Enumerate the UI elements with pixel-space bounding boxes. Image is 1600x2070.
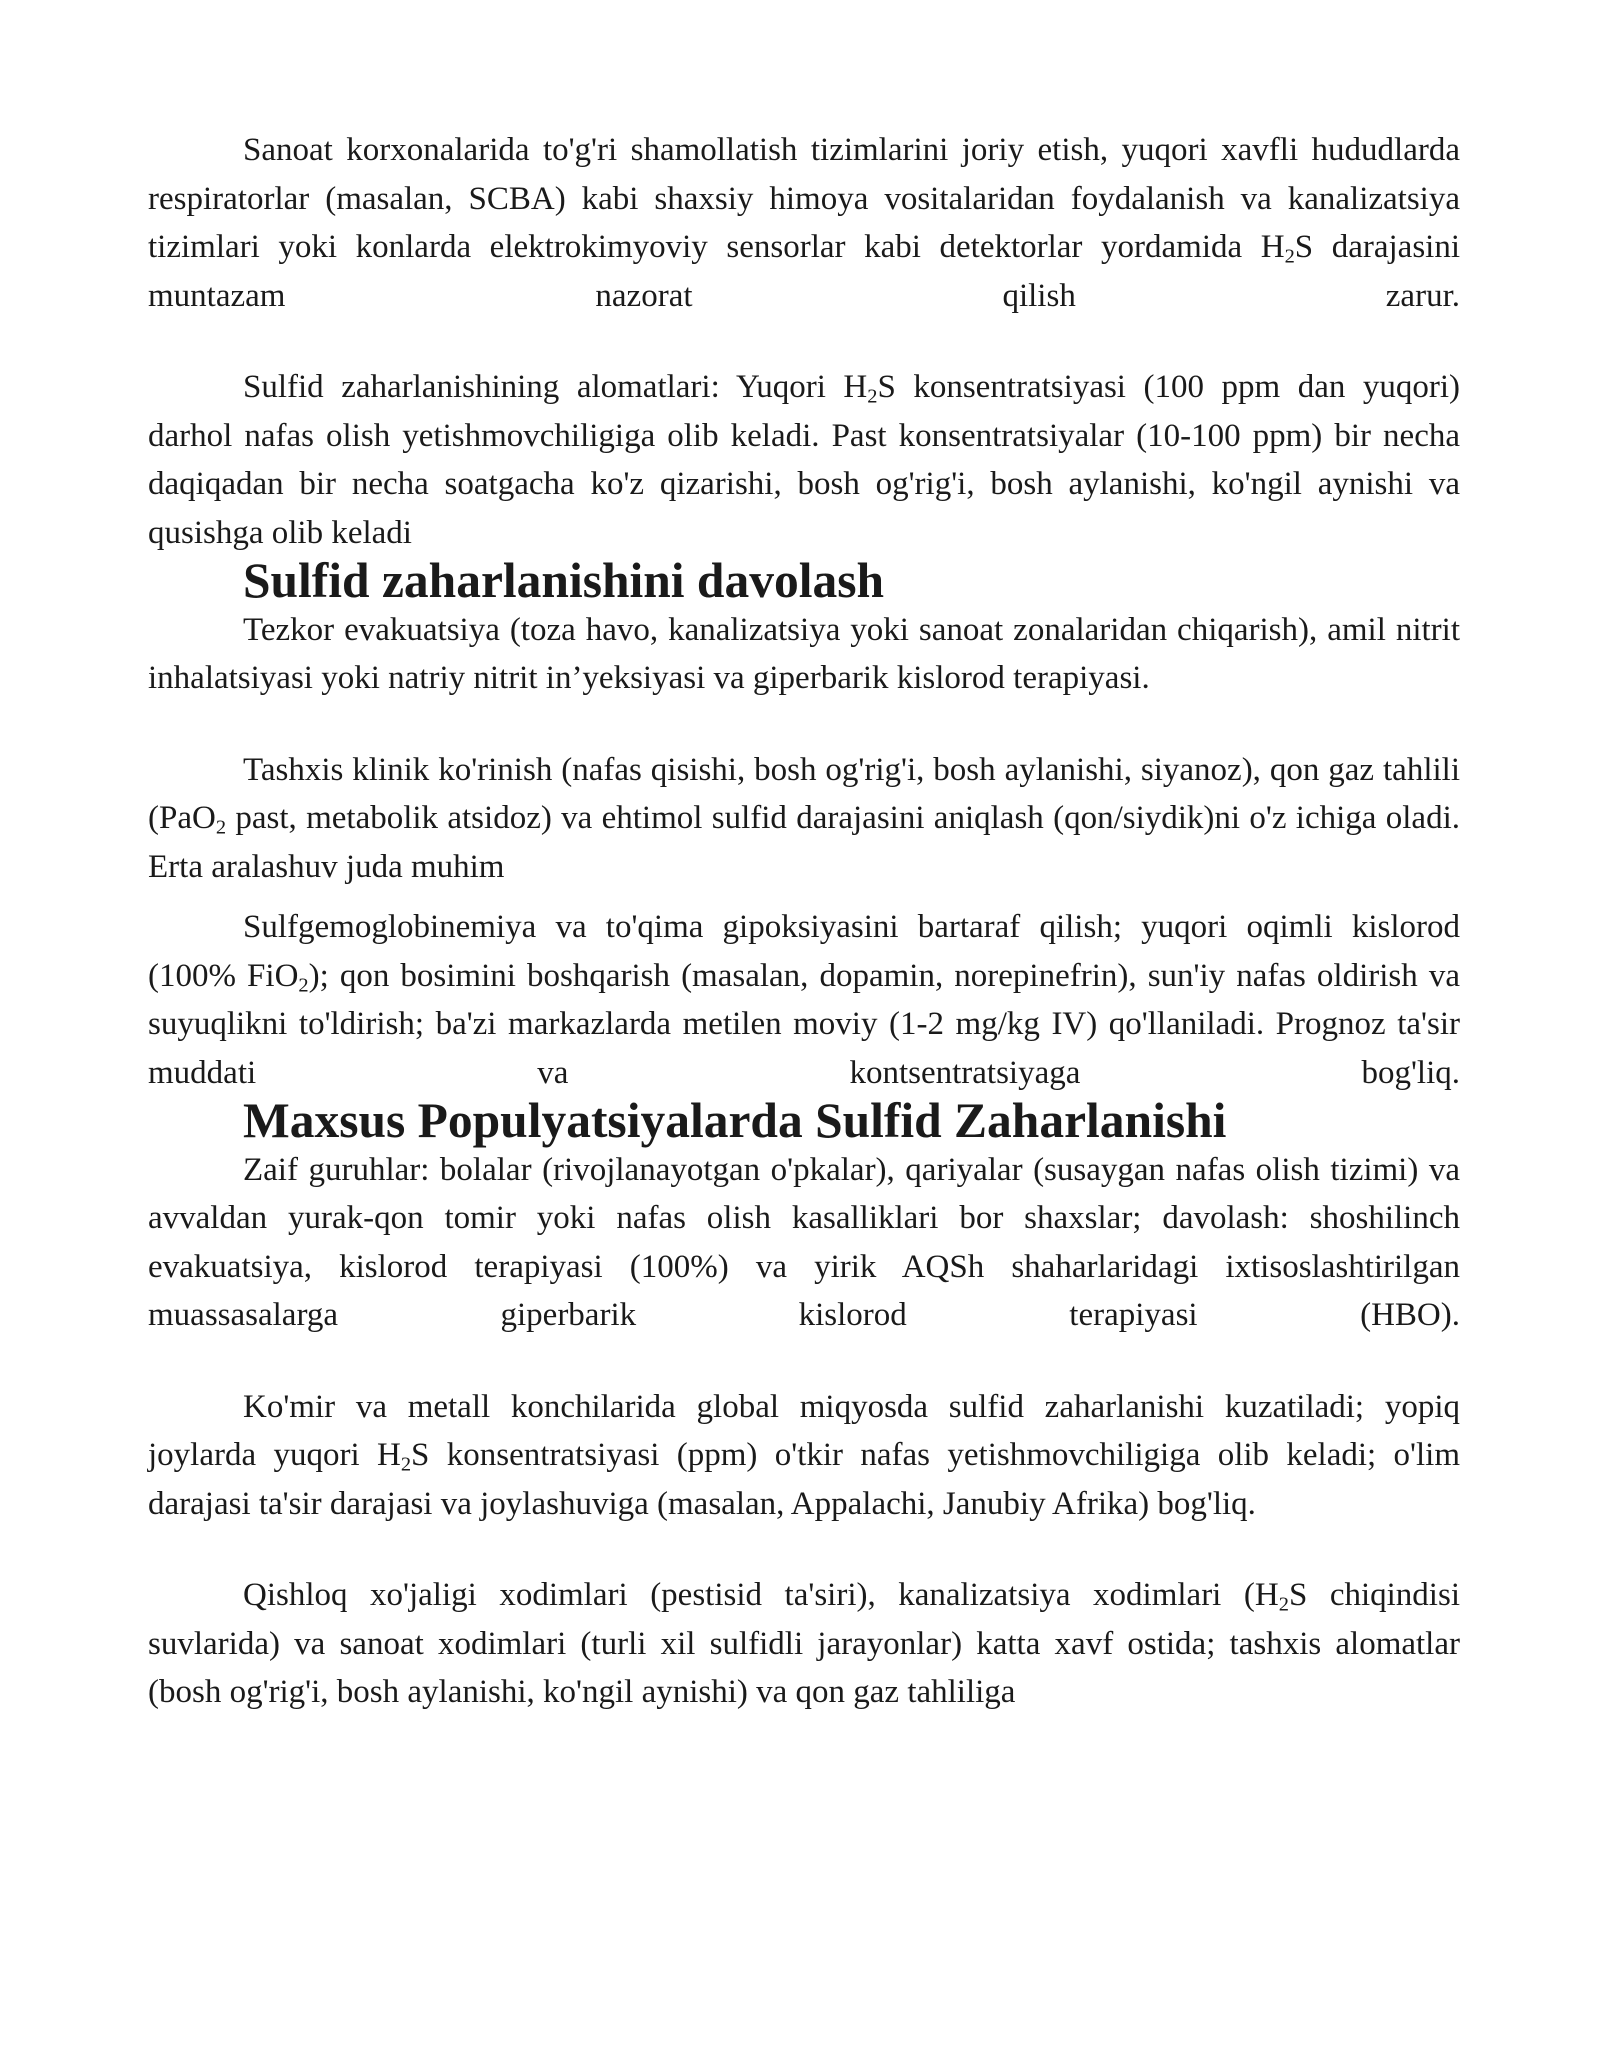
paragraph-text: S konsentratsiyasi (100 ppm dan yuqori) darhol nafas olish yetishmovchiligiga olib keladi. Past konsentratsiyalar (10-100 ppm) bir necha daqiqadan bir necha soatgacha ko'z qizarishi, bosh og'rig'i, bosh aylanishi, ko'ngil aynishi va qusishga olib keladi	[148, 369, 1461, 551]
paragraph-text: Tashxis klinik ko'rinish (nafas qisishi, bosh og'rig'i, bosh aylanishi, siyanoz), qon gaz tahlili (PaO	[148, 751, 1460, 836]
paragraph-text: S darajasini muntazam nazorat qilish zarur.	[148, 229, 1460, 314]
paragraph-therapy	[148, 903, 1460, 1097]
paragraph-text: S chiqindisi suvlarida) va sanoat xodimlari (turli xil sulfidli jarayonlar) katta xavf ostida; tashxis alomatlar (bosh og'rig'i, bosh aylanishi, ko'ngil aynishi) va qon gaz tahliliga	[148, 1577, 1460, 1710]
paragraph-text: past, metabolik atsidoz) va ehtimol sulfid darajasini aniqlash (qon/siydik)ni o'z ichiga oladi. Erta aralashuv juda muhim	[148, 800, 1460, 885]
paragraph-vulnerable-groups: Zaif guruhlar: bolalar (rivojlanayotgan o'pkalar), qariyalar (susaygan nafas olish tizimi) va avvaldan yurak-qon tomir yoki nafas olish kasalliklari bor shaxslar; davolash: shoshilinch evakuatsiya, kislorod terapiyasi (100%) va yirik AQSh shaharlaridagi ixtisoslashtirilgan muassasalarga giperbarik kislorod terapiyasi (HBO).	[148, 1151, 1460, 1333]
paragraph-text: Sulfid zaharlanishining alomatlari: Yuqori H	[243, 369, 868, 405]
paragraph-ventilation	[148, 126, 1460, 320]
paragraph-miners	[148, 1383, 1460, 1529]
paragraph-workers	[148, 1571, 1460, 1717]
subscript: 2	[867, 385, 878, 408]
paragraph-diagnosis	[148, 746, 1460, 892]
paragraph-treatment: Tezkor evakuatsiya (toza havo, kanalizatsiya yoki sanoat zonalaridan chiqarish), amil nitrit inhalatsiyasi yoki natriy nitrit in’yeksiyasi va giperbarik kislorod terapiyasi.	[148, 611, 1460, 696]
paragraph-text: Sulfgemoglobinemiya va to'qima gipoksiyasini bartaraf qilish; yuqori oqimli kislorod (100% FiO	[148, 909, 1460, 994]
section-heading-special-populations: Maxsus Populyatsiyalarda Sulfid Zaharlanishi	[243, 1093, 1227, 1148]
subscript: 2	[1284, 245, 1295, 268]
document-page	[148, 126, 1460, 1717]
subscript: 2	[400, 1453, 412, 1476]
subscript: 2	[1278, 1593, 1289, 1616]
subscript: 2	[215, 816, 227, 839]
subscript: 2	[298, 974, 309, 997]
paragraph-text: Ko'mir va metall konchilarida global miqyosda sulfid zaharlanishi kuzatiladi; yopiq joylarda yuqori H	[148, 1388, 1460, 1473]
paragraph-text: Sanoat korxonalarida to'g'ri shamollatish tizimlarini joriy etish, yuqori xavfli hududlarda respiratorlar (masalan, SCBA) kabi shaxsiy himoya vositalaridan foydalanish va kanalizatsiya tizimlari yoki konlarda elektrokimyoviy sensorlar kabi detektorlar yordamida H	[148, 132, 1460, 265]
paragraph-text: Qishloq xo'jaligi xodimlari (pestisid ta'siri), kanalizatsiya xodimlari (H	[243, 1577, 1279, 1613]
paragraph-text: ); qon bosimini boshqarish (masalan, dopamin, norepinefrin), sun'iy nafas oldirish va suyuqlikni to'ldirish; ba'zi markazlarda metilen moviy (1-2 mg/kg IV) qo'llaniladi. Prognoz ta'sir muddati va kontsentratsiyaga bog'liq.	[148, 957, 1460, 1091]
paragraph-text: S konsentratsiyasi (ppm) o'tkir nafas yetishmovchiligiga olib keladi; o'lim darajasi ta'sir darajasi va joylashuviga (masalan, Appalachi, Janubiy Afrika) bog'liq.	[148, 1437, 1460, 1522]
paragraph-symptoms	[148, 363, 1460, 557]
section-heading-treatment: Sulfid zaharlanishini davolash	[243, 553, 884, 608]
